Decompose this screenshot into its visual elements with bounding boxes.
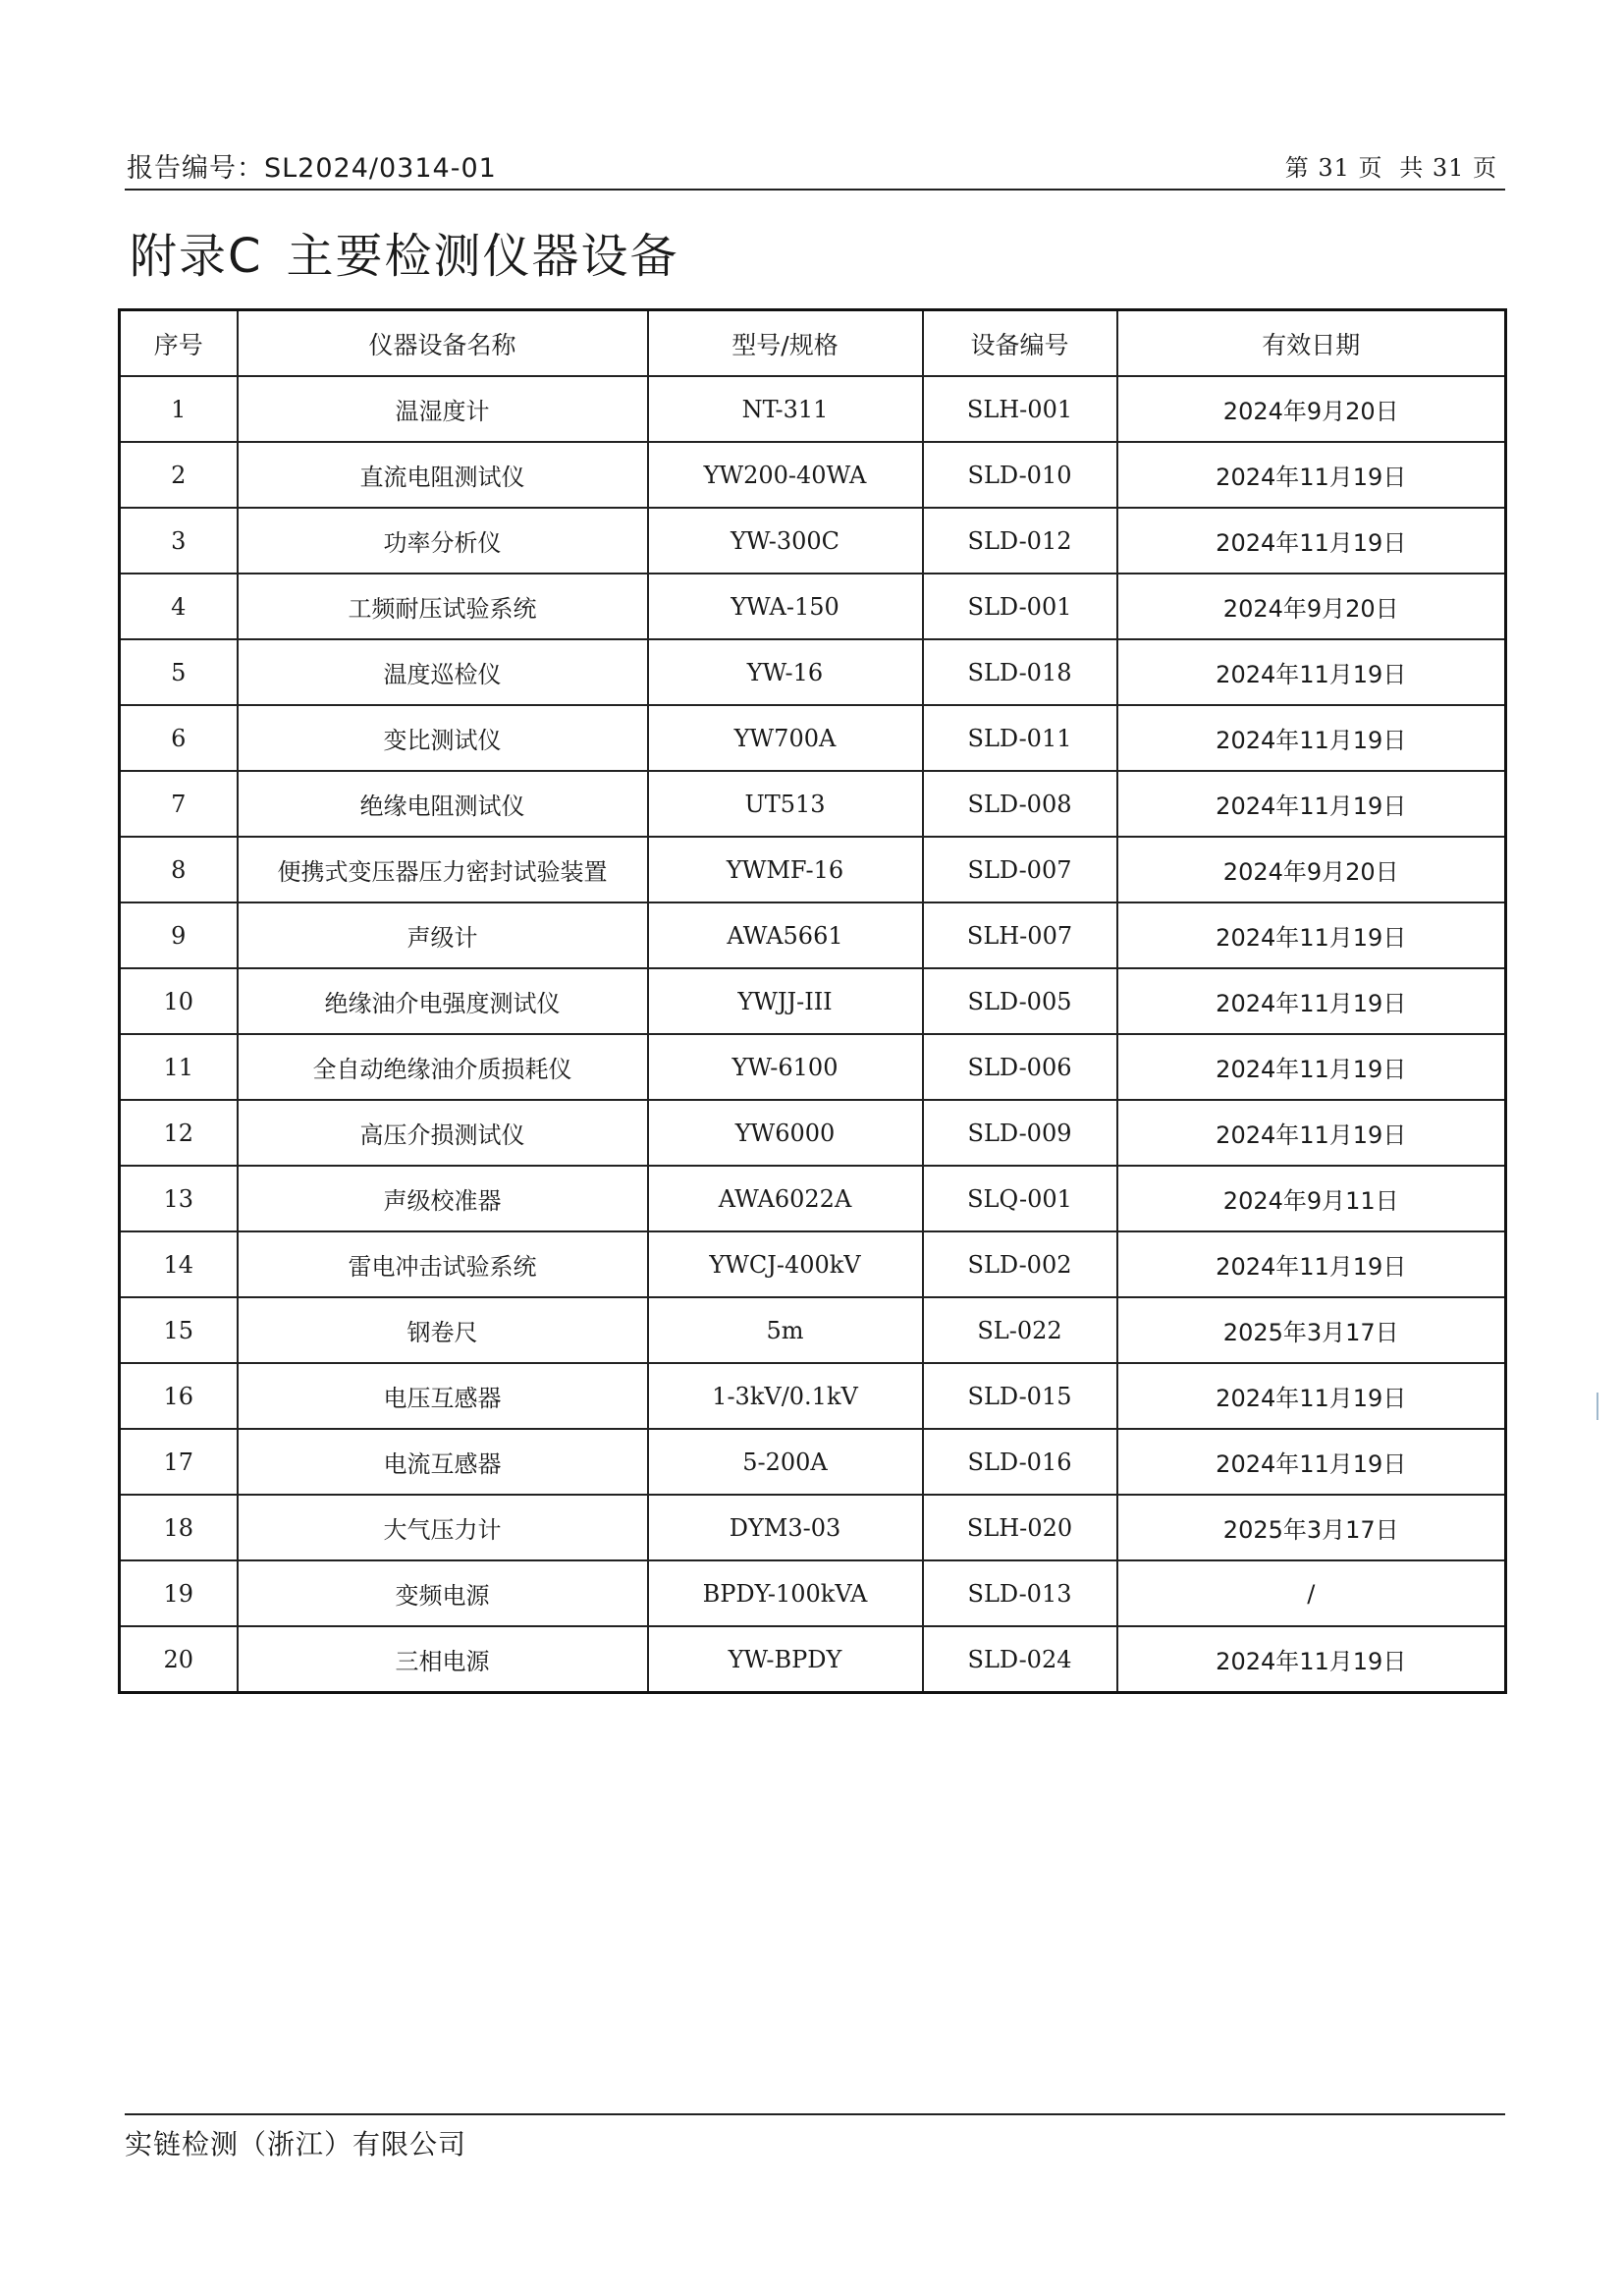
cell-no: 12 xyxy=(120,1100,238,1166)
cell-valid-date: 2024年11月19日 xyxy=(1117,1100,1506,1166)
cell-valid-date: / xyxy=(1117,1560,1506,1626)
cell-name: 温湿度计 xyxy=(238,376,648,442)
cell-equipment-id: SLD-009 xyxy=(923,1100,1117,1166)
cell-equipment-id: SLD-002 xyxy=(923,1231,1117,1297)
cell-equipment-id: SLH-020 xyxy=(923,1495,1117,1560)
cell-model: YW6000 xyxy=(648,1100,923,1166)
table-row xyxy=(120,639,1506,705)
cell-equipment-id: SLD-024 xyxy=(923,1626,1117,1693)
cell-name: 温度巡检仪 xyxy=(238,639,648,705)
column-header-model: 型号/规格 xyxy=(648,310,923,377)
cell-name: 便携式变压器压力密封试验装置 xyxy=(238,837,648,902)
table-row xyxy=(120,771,1506,837)
cell-model: YW-300C xyxy=(648,508,923,574)
cell-equipment-id: SLD-001 xyxy=(923,574,1117,639)
cell-no: 5 xyxy=(120,639,238,705)
cell-valid-date: 2025年3月17日 xyxy=(1117,1297,1506,1363)
cell-name: 声级校准器 xyxy=(238,1166,648,1231)
cell-equipment-id: SLD-016 xyxy=(923,1429,1117,1495)
cell-no: 17 xyxy=(120,1429,238,1495)
cell-equipment-id: SLD-011 xyxy=(923,705,1117,771)
company-name: 实链检测（浙江）有限公司 xyxy=(125,2128,467,2160)
cell-name: 绝缘油介电强度测试仪 xyxy=(238,968,648,1034)
column-header-date: 有效日期 xyxy=(1117,310,1506,377)
table-row xyxy=(120,442,1506,508)
page-header xyxy=(125,147,1505,191)
cell-no: 19 xyxy=(120,1560,238,1626)
cell-valid-date: 2024年11月19日 xyxy=(1117,1034,1506,1100)
cell-equipment-id: SLD-008 xyxy=(923,771,1117,837)
cell-no: 3 xyxy=(120,508,238,574)
table-row xyxy=(120,1100,1506,1166)
cell-equipment-id: SLD-007 xyxy=(923,837,1117,902)
cell-name: 雷电冲击试验系统 xyxy=(238,1231,648,1297)
cell-valid-date: 2024年11月19日 xyxy=(1117,1231,1506,1297)
cell-valid-date: 2024年11月19日 xyxy=(1117,705,1506,771)
cell-name: 电压互感器 xyxy=(238,1363,648,1429)
cell-valid-date: 2024年11月19日 xyxy=(1117,968,1506,1034)
cell-valid-date: 2024年11月19日 xyxy=(1117,508,1506,574)
cell-valid-date: 2024年11月19日 xyxy=(1117,771,1506,837)
cell-model: AWA6022A xyxy=(648,1166,923,1231)
cell-valid-date: 2025年3月17日 xyxy=(1117,1495,1506,1560)
table-row xyxy=(120,705,1506,771)
cell-valid-date: 2024年11月19日 xyxy=(1117,1626,1506,1693)
cell-valid-date: 2024年11月19日 xyxy=(1117,1363,1506,1429)
cell-no: 16 xyxy=(120,1363,238,1429)
cell-no: 14 xyxy=(120,1231,238,1297)
cell-valid-date: 2024年11月19日 xyxy=(1117,639,1506,705)
cell-no: 18 xyxy=(120,1495,238,1560)
table-row xyxy=(120,1166,1506,1231)
cell-model: 1-3kV/0.1kV xyxy=(648,1363,923,1429)
appendix-title xyxy=(130,218,703,286)
cell-name: 变比测试仪 xyxy=(238,705,648,771)
cell-valid-date: 2024年11月19日 xyxy=(1117,1429,1506,1495)
column-header-name: 仪器设备名称 xyxy=(238,310,648,377)
equipment-table xyxy=(118,308,1507,1694)
cell-model: DYM3-03 xyxy=(648,1495,923,1560)
report-number: 报告编号：SL2024/0314-01 xyxy=(127,153,497,184)
cell-model: YW-6100 xyxy=(648,1034,923,1100)
cell-model: 5-200A xyxy=(648,1429,923,1495)
table-row xyxy=(120,1297,1506,1363)
cell-valid-date: 2024年9月20日 xyxy=(1117,837,1506,902)
table-row xyxy=(120,508,1506,574)
page-number xyxy=(1277,148,1497,183)
appendix-heading: 主要检测仪器设备 xyxy=(286,229,679,284)
cell-name: 功率分析仪 xyxy=(238,508,648,574)
page-total: 共 31 页 xyxy=(1399,154,1497,182)
cell-equipment-id: SLD-010 xyxy=(923,442,1117,508)
table-row xyxy=(120,574,1506,639)
cell-valid-date: 2024年9月20日 xyxy=(1117,376,1506,442)
appendix-label: 附录C xyxy=(130,229,263,284)
cell-equipment-id: SLD-005 xyxy=(923,968,1117,1034)
cell-model: BPDY-100kVA xyxy=(648,1560,923,1626)
cell-name: 钢卷尺 xyxy=(238,1297,648,1363)
cell-name: 三相电源 xyxy=(238,1626,648,1693)
table-row xyxy=(120,376,1506,442)
column-header-id: 设备编号 xyxy=(923,310,1117,377)
table-row xyxy=(120,1034,1506,1100)
cell-equipment-id: SLD-015 xyxy=(923,1363,1117,1429)
cell-equipment-id: SLD-012 xyxy=(923,508,1117,574)
table-row xyxy=(120,1363,1506,1429)
cell-model: YWMF-16 xyxy=(648,837,923,902)
table-row xyxy=(120,1231,1506,1297)
cell-model: 5m xyxy=(648,1297,923,1363)
cell-name: 全自动绝缘油介质损耗仪 xyxy=(238,1034,648,1100)
cell-no: 13 xyxy=(120,1166,238,1231)
cell-name: 变频电源 xyxy=(238,1560,648,1626)
table-row xyxy=(120,1560,1506,1626)
cell-name: 绝缘电阻测试仪 xyxy=(238,771,648,837)
cell-no: 15 xyxy=(120,1297,238,1363)
cell-no: 8 xyxy=(120,837,238,902)
cell-equipment-id: SLQ-001 xyxy=(923,1166,1117,1231)
cell-no: 1 xyxy=(120,376,238,442)
cell-model: NT-311 xyxy=(648,376,923,442)
cell-model: YWCJ-400kV xyxy=(648,1231,923,1297)
cell-equipment-id: SLH-007 xyxy=(923,902,1117,968)
column-header-no: 序号 xyxy=(120,310,238,377)
cell-name: 高压介损测试仪 xyxy=(238,1100,648,1166)
cell-name: 大气压力计 xyxy=(238,1495,648,1560)
cell-equipment-id: SLD-018 xyxy=(923,639,1117,705)
cell-model: UT513 xyxy=(648,771,923,837)
page-footer xyxy=(125,2113,1505,2160)
cell-model: AWA5661 xyxy=(648,902,923,968)
cell-name: 声级计 xyxy=(238,902,648,968)
table-row xyxy=(120,837,1506,902)
cell-no: 2 xyxy=(120,442,238,508)
cell-equipment-id: SLH-001 xyxy=(923,376,1117,442)
cell-model: YWJJ-III xyxy=(648,968,923,1034)
cell-equipment-id: SLD-006 xyxy=(923,1034,1117,1100)
cell-name: 电流互感器 xyxy=(238,1429,648,1495)
equipment-table-body xyxy=(120,376,1506,1693)
cell-no: 20 xyxy=(120,1626,238,1693)
cell-model: YW200-40WA xyxy=(648,442,923,508)
cell-model: YW-16 xyxy=(648,639,923,705)
cell-no: 6 xyxy=(120,705,238,771)
page-current: 第 31 页 xyxy=(1284,154,1383,182)
cell-no: 7 xyxy=(120,771,238,837)
cell-model: YW-BPDY xyxy=(648,1626,923,1693)
cell-no: 10 xyxy=(120,968,238,1034)
cell-model: YWA-150 xyxy=(648,574,923,639)
cell-equipment-id: SL-022 xyxy=(923,1297,1117,1363)
table-row xyxy=(120,1495,1506,1560)
cell-valid-date: 2024年11月19日 xyxy=(1117,902,1506,968)
table-row xyxy=(120,968,1506,1034)
cell-name: 直流电阻测试仪 xyxy=(238,442,648,508)
cell-valid-date: 2024年9月11日 xyxy=(1117,1166,1506,1231)
cell-name: 工频耐压试验系统 xyxy=(238,574,648,639)
cell-equipment-id: SLD-013 xyxy=(923,1560,1117,1626)
cell-no: 9 xyxy=(120,902,238,968)
cell-valid-date: 2024年11月19日 xyxy=(1117,442,1506,508)
table-header-row xyxy=(120,310,1506,377)
scan-mark xyxy=(1597,1393,1598,1420)
cell-no: 11 xyxy=(120,1034,238,1100)
cell-model: YW700A xyxy=(648,705,923,771)
table-row xyxy=(120,902,1506,968)
cell-valid-date: 2024年9月20日 xyxy=(1117,574,1506,639)
table-row xyxy=(120,1429,1506,1495)
table-row xyxy=(120,1626,1506,1693)
cell-no: 4 xyxy=(120,574,238,639)
